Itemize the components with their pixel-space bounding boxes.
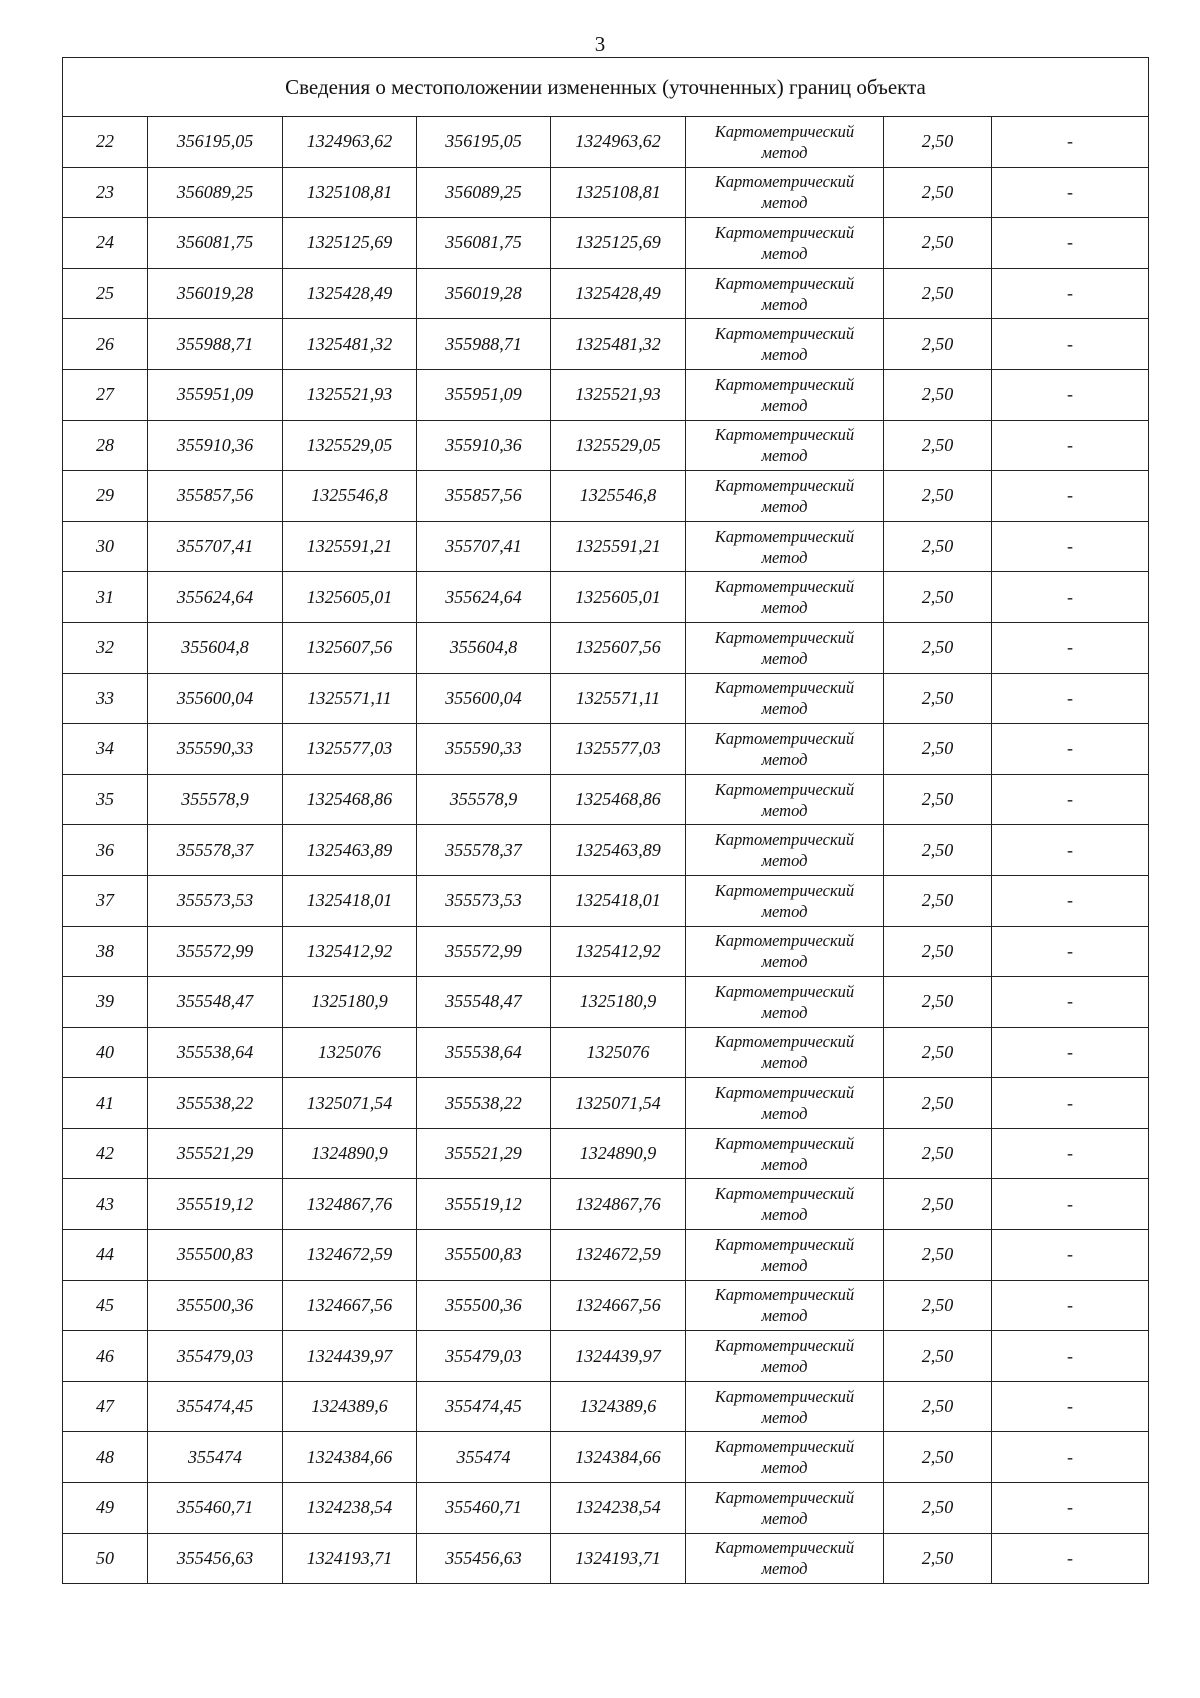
description-cell: -: [992, 572, 1149, 623]
description-cell: -: [992, 319, 1149, 370]
point-number-cell: 35: [63, 774, 148, 825]
method-cell: Картометрический метод: [686, 1331, 884, 1382]
method-cell: Картометрический метод: [686, 319, 884, 370]
y-existing-cell: 1325418,01: [283, 875, 417, 926]
x-existing-cell: 355548,47: [148, 977, 283, 1028]
y-new-cell: 1325521,93: [551, 369, 686, 420]
y-existing-cell: 1324890,9: [283, 1128, 417, 1179]
y-new-cell: 1325125,69: [551, 218, 686, 269]
description-cell: -: [992, 724, 1149, 775]
method-cell: Картометрический метод: [686, 420, 884, 471]
table-title: Сведения о местоположении измененных (уточненных) границ объекта: [63, 58, 1149, 117]
description-cell: -: [992, 926, 1149, 977]
point-number-cell: 31: [63, 572, 148, 623]
x-new-cell: 355474,45: [417, 1381, 551, 1432]
point-number-cell: 48: [63, 1432, 148, 1483]
y-existing-cell: 1324867,76: [283, 1179, 417, 1230]
y-existing-cell: 1325571,11: [283, 673, 417, 724]
table-row: [63, 1483, 1149, 1534]
description-cell: -: [992, 1179, 1149, 1230]
accuracy-cell: 2,50: [884, 1179, 992, 1230]
description-cell: -: [992, 218, 1149, 269]
y-existing-cell: 1325412,92: [283, 926, 417, 977]
table-row: [63, 268, 1149, 319]
accuracy-cell: 2,50: [884, 1432, 992, 1483]
method-cell: Картометрический метод: [686, 622, 884, 673]
accuracy-cell: 2,50: [884, 825, 992, 876]
method-cell: Картометрический метод: [686, 825, 884, 876]
table-row: [63, 420, 1149, 471]
y-new-cell: 1325468,86: [551, 774, 686, 825]
x-new-cell: 355857,56: [417, 471, 551, 522]
x-new-cell: 355951,09: [417, 369, 551, 420]
accuracy-cell: 2,50: [884, 1331, 992, 1382]
x-existing-cell: 355573,53: [148, 875, 283, 926]
y-new-cell: 1325546,8: [551, 471, 686, 522]
x-existing-cell: 355707,41: [148, 521, 283, 572]
description-cell: -: [992, 1128, 1149, 1179]
description-cell: -: [992, 117, 1149, 168]
table-row: [63, 521, 1149, 572]
x-existing-cell: 355456,63: [148, 1533, 283, 1584]
table-row: [63, 1432, 1149, 1483]
x-existing-cell: 355479,03: [148, 1331, 283, 1382]
x-existing-cell: 355474,45: [148, 1381, 283, 1432]
accuracy-cell: 2,50: [884, 977, 992, 1028]
y-new-cell: 1325418,01: [551, 875, 686, 926]
x-new-cell: 355573,53: [417, 875, 551, 926]
y-existing-cell: 1324672,59: [283, 1230, 417, 1281]
description-cell: -: [992, 1078, 1149, 1129]
method-cell: Картометрический метод: [686, 1432, 884, 1483]
point-number-cell: 50: [63, 1533, 148, 1584]
x-new-cell: 355548,47: [417, 977, 551, 1028]
table-row: [63, 471, 1149, 522]
y-new-cell: 1324238,54: [551, 1483, 686, 1534]
description-cell: -: [992, 1432, 1149, 1483]
description-cell: -: [992, 1027, 1149, 1078]
description-cell: -: [992, 1331, 1149, 1382]
description-cell: -: [992, 167, 1149, 218]
x-new-cell: 355604,8: [417, 622, 551, 673]
table-row: [63, 622, 1149, 673]
point-number-cell: 38: [63, 926, 148, 977]
description-cell: -: [992, 471, 1149, 522]
y-new-cell: 1325577,03: [551, 724, 686, 775]
description-cell: -: [992, 875, 1149, 926]
method-cell: Картометрический метод: [686, 521, 884, 572]
point-number-cell: 28: [63, 420, 148, 471]
point-number-cell: 29: [63, 471, 148, 522]
method-cell: Картометрический метод: [686, 572, 884, 623]
y-existing-cell: 1325521,93: [283, 369, 417, 420]
accuracy-cell: 2,50: [884, 875, 992, 926]
x-new-cell: 355519,12: [417, 1179, 551, 1230]
x-existing-cell: 355988,71: [148, 319, 283, 370]
accuracy-cell: 2,50: [884, 471, 992, 522]
y-existing-cell: 1324389,6: [283, 1381, 417, 1432]
x-new-cell: 355479,03: [417, 1331, 551, 1382]
y-new-cell: 1324389,6: [551, 1381, 686, 1432]
x-existing-cell: 355578,9: [148, 774, 283, 825]
table-row: [63, 774, 1149, 825]
accuracy-cell: 2,50: [884, 1280, 992, 1331]
y-new-cell: 1325071,54: [551, 1078, 686, 1129]
table-row: [63, 117, 1149, 168]
description-cell: -: [992, 521, 1149, 572]
point-number-cell: 33: [63, 673, 148, 724]
table-row: [63, 1280, 1149, 1331]
accuracy-cell: 2,50: [884, 1128, 992, 1179]
x-existing-cell: 355538,64: [148, 1027, 283, 1078]
table-row: [63, 875, 1149, 926]
method-cell: Картометрический метод: [686, 1027, 884, 1078]
y-existing-cell: 1325428,49: [283, 268, 417, 319]
x-new-cell: 355590,33: [417, 724, 551, 775]
y-existing-cell: 1324667,56: [283, 1280, 417, 1331]
page-number: 3: [594, 32, 606, 56]
table-row: [63, 319, 1149, 370]
method-cell: Картометрический метод: [686, 1078, 884, 1129]
y-existing-cell: 1324439,97: [283, 1331, 417, 1382]
point-number-cell: 34: [63, 724, 148, 775]
point-number-cell: 47: [63, 1381, 148, 1432]
x-new-cell: 355538,64: [417, 1027, 551, 1078]
point-number-cell: 30: [63, 521, 148, 572]
table-row: [63, 673, 1149, 724]
method-cell: Картометрический метод: [686, 977, 884, 1028]
accuracy-cell: 2,50: [884, 218, 992, 269]
description-cell: -: [992, 1381, 1149, 1432]
y-existing-cell: 1324963,62: [283, 117, 417, 168]
accuracy-cell: 2,50: [884, 268, 992, 319]
description-cell: -: [992, 1533, 1149, 1584]
y-existing-cell: 1325529,05: [283, 420, 417, 471]
point-number-cell: 37: [63, 875, 148, 926]
table-row: [63, 977, 1149, 1028]
method-cell: Картометрический метод: [686, 167, 884, 218]
method-cell: Картометрический метод: [686, 1179, 884, 1230]
x-existing-cell: 355910,36: [148, 420, 283, 471]
table-row: [63, 572, 1149, 623]
point-number-cell: 44: [63, 1230, 148, 1281]
y-new-cell: 1324439,97: [551, 1331, 686, 1382]
accuracy-cell: 2,50: [884, 622, 992, 673]
y-new-cell: 1324672,59: [551, 1230, 686, 1281]
accuracy-cell: 2,50: [884, 167, 992, 218]
x-new-cell: 356089,25: [417, 167, 551, 218]
x-new-cell: 355460,71: [417, 1483, 551, 1534]
description-cell: -: [992, 1483, 1149, 1534]
point-number-cell: 24: [63, 218, 148, 269]
table-row: [63, 1381, 1149, 1432]
accuracy-cell: 2,50: [884, 926, 992, 977]
point-number-cell: 45: [63, 1280, 148, 1331]
y-new-cell: 1325463,89: [551, 825, 686, 876]
y-new-cell: 1324890,9: [551, 1128, 686, 1179]
y-existing-cell: 1325481,32: [283, 319, 417, 370]
description-cell: -: [992, 774, 1149, 825]
y-new-cell: 1324867,76: [551, 1179, 686, 1230]
point-number-cell: 22: [63, 117, 148, 168]
method-cell: Картометрический метод: [686, 1128, 884, 1179]
table-row: [63, 825, 1149, 876]
point-number-cell: 40: [63, 1027, 148, 1078]
x-existing-cell: 356081,75: [148, 218, 283, 269]
method-cell: Картометрический метод: [686, 268, 884, 319]
description-cell: -: [992, 673, 1149, 724]
y-existing-cell: 1324238,54: [283, 1483, 417, 1534]
point-number-cell: 46: [63, 1331, 148, 1382]
point-number-cell: 41: [63, 1078, 148, 1129]
x-new-cell: 356019,28: [417, 268, 551, 319]
x-existing-cell: 355538,22: [148, 1078, 283, 1129]
method-cell: Картометрический метод: [686, 724, 884, 775]
accuracy-cell: 2,50: [884, 1078, 992, 1129]
x-new-cell: 355521,29: [417, 1128, 551, 1179]
y-new-cell: 1324963,62: [551, 117, 686, 168]
table-row: [63, 1331, 1149, 1382]
method-cell: Картометрический метод: [686, 673, 884, 724]
accuracy-cell: 2,50: [884, 1381, 992, 1432]
y-existing-cell: 1325125,69: [283, 218, 417, 269]
y-new-cell: 1325180,9: [551, 977, 686, 1028]
y-existing-cell: 1324193,71: [283, 1533, 417, 1584]
table-row: [63, 218, 1149, 269]
point-number-cell: 36: [63, 825, 148, 876]
x-existing-cell: 355460,71: [148, 1483, 283, 1534]
y-new-cell: 1325076: [551, 1027, 686, 1078]
x-new-cell: 355578,9: [417, 774, 551, 825]
method-cell: Картометрический метод: [686, 774, 884, 825]
table-row: [63, 167, 1149, 218]
description-cell: -: [992, 825, 1149, 876]
accuracy-cell: 2,50: [884, 774, 992, 825]
y-new-cell: 1324384,66: [551, 1432, 686, 1483]
x-existing-cell: 355604,8: [148, 622, 283, 673]
table-row: [63, 724, 1149, 775]
y-new-cell: 1325607,56: [551, 622, 686, 673]
x-existing-cell: 355519,12: [148, 1179, 283, 1230]
y-new-cell: 1325108,81: [551, 167, 686, 218]
x-new-cell: 356081,75: [417, 218, 551, 269]
accuracy-cell: 2,50: [884, 117, 992, 168]
x-existing-cell: 355500,36: [148, 1280, 283, 1331]
method-cell: Картометрический метод: [686, 117, 884, 168]
method-cell: Картометрический метод: [686, 926, 884, 977]
x-new-cell: 355474: [417, 1432, 551, 1483]
method-cell: Картометрический метод: [686, 1533, 884, 1584]
x-existing-cell: 356195,05: [148, 117, 283, 168]
x-new-cell: 355500,83: [417, 1230, 551, 1281]
point-number-cell: 25: [63, 268, 148, 319]
x-new-cell: 355538,22: [417, 1078, 551, 1129]
y-existing-cell: 1325071,54: [283, 1078, 417, 1129]
y-existing-cell: 1325463,89: [283, 825, 417, 876]
point-number-cell: 42: [63, 1128, 148, 1179]
table-row: [63, 1128, 1149, 1179]
table-row: [63, 926, 1149, 977]
accuracy-cell: 2,50: [884, 521, 992, 572]
y-existing-cell: 1325108,81: [283, 167, 417, 218]
table-title-row: [63, 58, 1149, 117]
method-cell: Картометрический метод: [686, 1483, 884, 1534]
y-existing-cell: 1325468,86: [283, 774, 417, 825]
y-new-cell: 1325412,92: [551, 926, 686, 977]
point-number-cell: 49: [63, 1483, 148, 1534]
y-existing-cell: 1324384,66: [283, 1432, 417, 1483]
description-cell: -: [992, 1230, 1149, 1281]
x-existing-cell: 355590,33: [148, 724, 283, 775]
method-cell: Картометрический метод: [686, 1230, 884, 1281]
y-new-cell: 1324193,71: [551, 1533, 686, 1584]
y-new-cell: 1325591,21: [551, 521, 686, 572]
point-number-cell: 26: [63, 319, 148, 370]
accuracy-cell: 2,50: [884, 1533, 992, 1584]
x-existing-cell: 355951,09: [148, 369, 283, 420]
x-new-cell: 355572,99: [417, 926, 551, 977]
method-cell: Картометрический метод: [686, 1280, 884, 1331]
accuracy-cell: 2,50: [884, 1483, 992, 1534]
description-cell: -: [992, 1280, 1149, 1331]
x-existing-cell: 355521,29: [148, 1128, 283, 1179]
x-existing-cell: 356089,25: [148, 167, 283, 218]
point-number-cell: 32: [63, 622, 148, 673]
y-existing-cell: 1325180,9: [283, 977, 417, 1028]
method-cell: Картометрический метод: [686, 471, 884, 522]
y-existing-cell: 1325076: [283, 1027, 417, 1078]
description-cell: -: [992, 268, 1149, 319]
accuracy-cell: 2,50: [884, 1230, 992, 1281]
y-new-cell: 1325529,05: [551, 420, 686, 471]
accuracy-cell: 2,50: [884, 572, 992, 623]
table-row: [63, 1078, 1149, 1129]
table-row: [63, 1533, 1149, 1584]
x-existing-cell: 355624,64: [148, 572, 283, 623]
x-existing-cell: 356019,28: [148, 268, 283, 319]
accuracy-cell: 2,50: [884, 420, 992, 471]
method-cell: Картометрический метод: [686, 875, 884, 926]
coordinates-table: [62, 57, 1149, 1584]
y-existing-cell: 1325577,03: [283, 724, 417, 775]
accuracy-cell: 2,50: [884, 1027, 992, 1078]
x-existing-cell: 355857,56: [148, 471, 283, 522]
method-cell: Картометрический метод: [686, 369, 884, 420]
method-cell: Картометрический метод: [686, 218, 884, 269]
point-number-cell: 27: [63, 369, 148, 420]
y-existing-cell: 1325607,56: [283, 622, 417, 673]
description-cell: -: [992, 369, 1149, 420]
y-new-cell: 1325428,49: [551, 268, 686, 319]
x-existing-cell: 355578,37: [148, 825, 283, 876]
y-existing-cell: 1325605,01: [283, 572, 417, 623]
accuracy-cell: 2,50: [884, 369, 992, 420]
x-new-cell: 355578,37: [417, 825, 551, 876]
table-row: [63, 1179, 1149, 1230]
point-number-cell: 43: [63, 1179, 148, 1230]
x-new-cell: 355988,71: [417, 319, 551, 370]
table-row: [63, 1230, 1149, 1281]
description-cell: -: [992, 977, 1149, 1028]
y-new-cell: 1325571,11: [551, 673, 686, 724]
accuracy-cell: 2,50: [884, 673, 992, 724]
accuracy-cell: 2,50: [884, 319, 992, 370]
point-number-cell: 39: [63, 977, 148, 1028]
y-new-cell: 1325481,32: [551, 319, 686, 370]
x-new-cell: 355500,36: [417, 1280, 551, 1331]
description-cell: -: [992, 420, 1149, 471]
x-existing-cell: 355500,83: [148, 1230, 283, 1281]
y-existing-cell: 1325591,21: [283, 521, 417, 572]
y-existing-cell: 1325546,8: [283, 471, 417, 522]
x-new-cell: 356195,05: [417, 117, 551, 168]
x-new-cell: 355600,04: [417, 673, 551, 724]
x-existing-cell: 355600,04: [148, 673, 283, 724]
x-existing-cell: 355474: [148, 1432, 283, 1483]
x-new-cell: 355456,63: [417, 1533, 551, 1584]
accuracy-cell: 2,50: [884, 724, 992, 775]
x-new-cell: 355707,41: [417, 521, 551, 572]
x-existing-cell: 355572,99: [148, 926, 283, 977]
table-row: [63, 1027, 1149, 1078]
point-number-cell: 23: [63, 167, 148, 218]
table-row: [63, 369, 1149, 420]
description-cell: -: [992, 622, 1149, 673]
x-new-cell: 355624,64: [417, 572, 551, 623]
y-new-cell: 1324667,56: [551, 1280, 686, 1331]
x-new-cell: 355910,36: [417, 420, 551, 471]
method-cell: Картометрический метод: [686, 1381, 884, 1432]
y-new-cell: 1325605,01: [551, 572, 686, 623]
